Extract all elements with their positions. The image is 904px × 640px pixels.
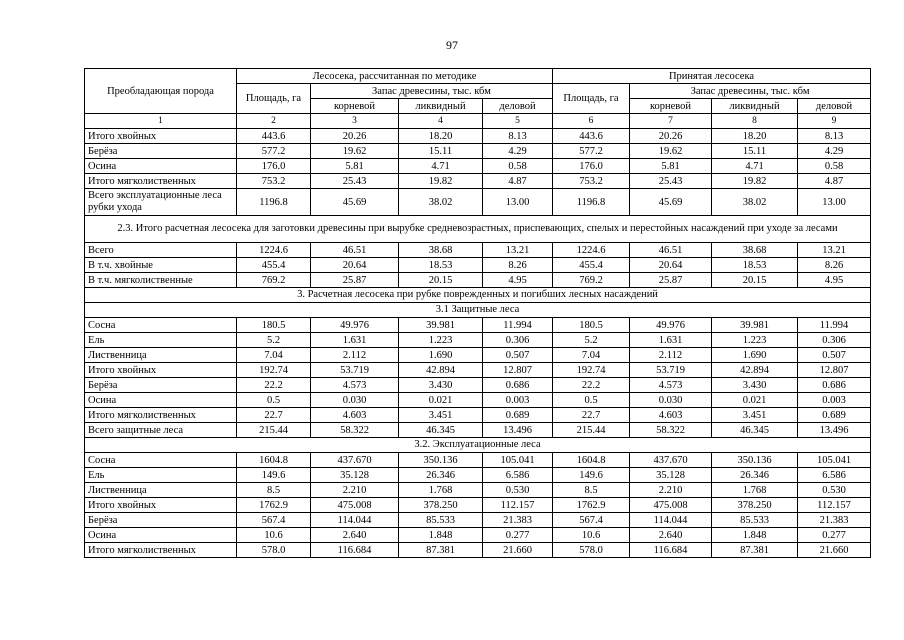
section-2-3 xyxy=(85,216,871,243)
value-cell: 13.496 xyxy=(798,423,871,438)
row-label: Всего эксплуатационные леса рубки ухода xyxy=(85,189,237,216)
table-row xyxy=(85,513,871,528)
value-cell: 19.62 xyxy=(630,144,712,159)
value-cell: 577.2 xyxy=(553,144,630,159)
row-label: Сосна xyxy=(85,453,237,468)
value-cell: 26.346 xyxy=(712,468,798,483)
row-label: Лиственница xyxy=(85,483,237,498)
value-cell: 45.69 xyxy=(630,189,712,216)
value-cell: 2.112 xyxy=(630,348,712,363)
value-cell: 6.586 xyxy=(483,468,553,483)
value-cell: 0.530 xyxy=(483,483,553,498)
value-cell: 350.136 xyxy=(399,453,483,468)
value-cell: 2.640 xyxy=(630,528,712,543)
value-cell: 0.689 xyxy=(798,408,871,423)
species-header: Преобладающая порода xyxy=(85,69,237,114)
value-cell: 8.13 xyxy=(483,129,553,144)
value-cell: 22.2 xyxy=(553,378,630,393)
value-cell: 85.533 xyxy=(399,513,483,528)
value-cell: 443.6 xyxy=(237,129,311,144)
table-row xyxy=(85,498,871,513)
table-row xyxy=(85,129,871,144)
section-3-1 xyxy=(85,303,871,318)
value-cell: 1.848 xyxy=(399,528,483,543)
value-cell: 7.04 xyxy=(553,348,630,363)
column-number: 8 xyxy=(712,114,798,129)
area-header: Площадь, га xyxy=(237,84,311,114)
value-cell: 0.021 xyxy=(399,393,483,408)
value-cell: 578.0 xyxy=(553,543,630,558)
value-cell: 112.157 xyxy=(798,498,871,513)
table-row xyxy=(85,273,871,288)
value-cell: 753.2 xyxy=(553,174,630,189)
value-cell: 3.451 xyxy=(399,408,483,423)
value-cell: 1762.9 xyxy=(553,498,630,513)
value-cell: 7.04 xyxy=(237,348,311,363)
column-number: 3 xyxy=(311,114,399,129)
value-cell: 22.2 xyxy=(237,378,311,393)
value-cell: 13.496 xyxy=(483,423,553,438)
value-cell: 87.381 xyxy=(399,543,483,558)
value-cell: 4.71 xyxy=(712,159,798,174)
group-method-header: Лесосека, рассчитанная по методике xyxy=(237,69,553,84)
table-row xyxy=(85,174,871,189)
column-number-row xyxy=(85,114,871,129)
area-accepted-header: Площадь, га xyxy=(553,84,630,114)
value-cell: 39.981 xyxy=(399,318,483,333)
section-title: 3. Расчетная лесосека при рубке поврежденных и погибших лесных насаждений xyxy=(85,288,871,303)
value-cell: 39.981 xyxy=(712,318,798,333)
section-title: 3.1 Защитные леса xyxy=(85,303,871,318)
row-label: Осина xyxy=(85,159,237,174)
value-cell: 46.51 xyxy=(311,243,399,258)
row-label: Осина xyxy=(85,393,237,408)
value-cell: 105.041 xyxy=(483,453,553,468)
value-cell: 19.82 xyxy=(712,174,798,189)
table-row xyxy=(85,423,871,438)
value-cell: 8.5 xyxy=(553,483,630,498)
value-cell: 577.2 xyxy=(237,144,311,159)
table-row xyxy=(85,408,871,423)
value-cell: 20.64 xyxy=(311,258,399,273)
value-cell: 0.030 xyxy=(311,393,399,408)
value-cell: 215.44 xyxy=(237,423,311,438)
row-label: В т.ч. хвойные xyxy=(85,258,237,273)
value-cell: 1224.6 xyxy=(237,243,311,258)
section-title: 3.2. Эксплуатационные леса xyxy=(85,438,871,453)
value-cell: 0.530 xyxy=(798,483,871,498)
value-cell: 116.684 xyxy=(311,543,399,558)
value-cell: 22.7 xyxy=(237,408,311,423)
value-cell: 5.2 xyxy=(553,333,630,348)
value-cell: 35.128 xyxy=(311,468,399,483)
value-cell: 5.81 xyxy=(630,159,712,174)
row-label: Лиственница xyxy=(85,348,237,363)
value-cell: 21.660 xyxy=(798,543,871,558)
row-label: Итого хвойных xyxy=(85,129,237,144)
column-number: 4 xyxy=(399,114,483,129)
value-cell: 475.008 xyxy=(311,498,399,513)
section-title: 2.3. Итого расчетная лесосека для заготовки древесины при вырубке средневозрастных, приспевающих, спелых и перестойных насаждений при уходе за лесами xyxy=(85,216,871,243)
forest-harvest-table xyxy=(84,68,871,558)
column-number: 5 xyxy=(483,114,553,129)
value-cell: 35.128 xyxy=(630,468,712,483)
value-cell: 15.11 xyxy=(399,144,483,159)
value-cell: 4.95 xyxy=(483,273,553,288)
value-cell: 112.157 xyxy=(483,498,553,513)
value-cell: 49.976 xyxy=(311,318,399,333)
value-cell: 1.223 xyxy=(399,333,483,348)
stock-header: Запас древесины, тыс. кбм xyxy=(311,84,553,99)
value-cell: 1762.9 xyxy=(237,498,311,513)
value-cell: 6.586 xyxy=(798,468,871,483)
row-label: Берёза xyxy=(85,378,237,393)
table-row xyxy=(85,543,871,558)
value-cell: 455.4 xyxy=(237,258,311,273)
value-cell: 0.003 xyxy=(798,393,871,408)
value-cell: 149.6 xyxy=(553,468,630,483)
value-cell: 25.43 xyxy=(311,174,399,189)
value-cell: 18.20 xyxy=(712,129,798,144)
value-cell: 1604.8 xyxy=(237,453,311,468)
row-label: Сосна xyxy=(85,318,237,333)
table-row xyxy=(85,468,871,483)
sub-business-header: деловой xyxy=(483,99,553,114)
value-cell: 49.976 xyxy=(630,318,712,333)
value-cell: 3.451 xyxy=(712,408,798,423)
value-cell: 0.689 xyxy=(483,408,553,423)
row-label: Осина xyxy=(85,528,237,543)
value-cell: 87.381 xyxy=(712,543,798,558)
value-cell: 10.6 xyxy=(553,528,630,543)
value-cell: 46.345 xyxy=(399,423,483,438)
column-number: 2 xyxy=(237,114,311,129)
value-cell: 8.13 xyxy=(798,129,871,144)
row-label: Ель xyxy=(85,468,237,483)
value-cell: 578.0 xyxy=(237,543,311,558)
value-cell: 149.6 xyxy=(237,468,311,483)
value-cell: 0.507 xyxy=(483,348,553,363)
value-cell: 769.2 xyxy=(553,273,630,288)
value-cell: 4.603 xyxy=(311,408,399,423)
value-cell: 1.848 xyxy=(712,528,798,543)
value-cell: 0.021 xyxy=(712,393,798,408)
value-cell: 1196.8 xyxy=(553,189,630,216)
row-label: Итого мягколиственных xyxy=(85,408,237,423)
table-row xyxy=(85,318,871,333)
value-cell: 19.62 xyxy=(311,144,399,159)
value-cell: 20.26 xyxy=(311,129,399,144)
table-row xyxy=(85,243,871,258)
value-cell: 46.345 xyxy=(712,423,798,438)
value-cell: 85.533 xyxy=(712,513,798,528)
value-cell: 46.51 xyxy=(630,243,712,258)
value-cell: 105.041 xyxy=(798,453,871,468)
value-cell: 10.6 xyxy=(237,528,311,543)
value-cell: 13.21 xyxy=(483,243,553,258)
value-cell: 0.507 xyxy=(798,348,871,363)
value-cell: 53.719 xyxy=(311,363,399,378)
value-cell: 1.768 xyxy=(399,483,483,498)
row-label: Берёза xyxy=(85,144,237,159)
table-row xyxy=(85,453,871,468)
value-cell: 1.631 xyxy=(630,333,712,348)
value-cell: 58.322 xyxy=(311,423,399,438)
sub-root-header: корневой xyxy=(630,99,712,114)
value-cell: 475.008 xyxy=(630,498,712,513)
table-row xyxy=(85,363,871,378)
value-cell: 1.768 xyxy=(712,483,798,498)
value-cell: 25.87 xyxy=(630,273,712,288)
value-cell: 20.26 xyxy=(630,129,712,144)
table-row xyxy=(85,159,871,174)
value-cell: 0.686 xyxy=(483,378,553,393)
section-3 xyxy=(85,288,871,303)
value-cell: 5.81 xyxy=(311,159,399,174)
value-cell: 12.807 xyxy=(483,363,553,378)
value-cell: 18.53 xyxy=(712,258,798,273)
row-label: Итого хвойных xyxy=(85,363,237,378)
value-cell: 45.69 xyxy=(311,189,399,216)
value-cell: 1.690 xyxy=(399,348,483,363)
value-cell: 567.4 xyxy=(237,513,311,528)
value-cell: 1196.8 xyxy=(237,189,311,216)
value-cell: 0.58 xyxy=(483,159,553,174)
row-label: Берёза xyxy=(85,513,237,528)
row-label: Ель xyxy=(85,333,237,348)
value-cell: 0.5 xyxy=(553,393,630,408)
value-cell: 1.690 xyxy=(712,348,798,363)
sub-business-header: деловой xyxy=(798,99,871,114)
value-cell: 1604.8 xyxy=(553,453,630,468)
value-cell: 180.5 xyxy=(553,318,630,333)
row-label: Всего xyxy=(85,243,237,258)
value-cell: 0.58 xyxy=(798,159,871,174)
value-cell: 8.26 xyxy=(483,258,553,273)
value-cell: 180.5 xyxy=(237,318,311,333)
column-number: 6 xyxy=(553,114,630,129)
value-cell: 3.430 xyxy=(399,378,483,393)
value-cell: 4.87 xyxy=(483,174,553,189)
value-cell: 350.136 xyxy=(712,453,798,468)
value-cell: 38.02 xyxy=(712,189,798,216)
group-accepted-header: Принятая лесосека xyxy=(553,69,871,84)
value-cell: 4.573 xyxy=(630,378,712,393)
value-cell: 15.11 xyxy=(712,144,798,159)
value-cell: 13.00 xyxy=(483,189,553,216)
value-cell: 2.640 xyxy=(311,528,399,543)
row-label: В т.ч. мягколиственные xyxy=(85,273,237,288)
value-cell: 4.71 xyxy=(399,159,483,174)
value-cell: 22.7 xyxy=(553,408,630,423)
table-row xyxy=(85,348,871,363)
value-cell: 42.894 xyxy=(712,363,798,378)
value-cell: 11.994 xyxy=(798,318,871,333)
value-cell: 1.631 xyxy=(311,333,399,348)
value-cell: 378.250 xyxy=(399,498,483,513)
value-cell: 4.29 xyxy=(483,144,553,159)
value-cell: 20.64 xyxy=(630,258,712,273)
table-row xyxy=(85,393,871,408)
value-cell: 2.210 xyxy=(311,483,399,498)
value-cell: 3.430 xyxy=(712,378,798,393)
value-cell: 21.383 xyxy=(483,513,553,528)
stock-accepted-header: Запас древесины, тыс. кбм xyxy=(630,84,871,99)
value-cell: 567.4 xyxy=(553,513,630,528)
value-cell: 38.68 xyxy=(712,243,798,258)
table-row xyxy=(85,528,871,543)
value-cell: 38.68 xyxy=(399,243,483,258)
value-cell: 19.82 xyxy=(399,174,483,189)
value-cell: 8.26 xyxy=(798,258,871,273)
value-cell: 192.74 xyxy=(237,363,311,378)
value-cell: 0.686 xyxy=(798,378,871,393)
table-row xyxy=(85,378,871,393)
value-cell: 0.306 xyxy=(483,333,553,348)
column-number: 1 xyxy=(85,114,237,129)
table-row xyxy=(85,483,871,498)
value-cell: 25.43 xyxy=(630,174,712,189)
value-cell: 437.670 xyxy=(311,453,399,468)
value-cell: 2.112 xyxy=(311,348,399,363)
value-cell: 42.894 xyxy=(399,363,483,378)
value-cell: 13.21 xyxy=(798,243,871,258)
value-cell: 4.95 xyxy=(798,273,871,288)
header-row-1 xyxy=(85,69,871,84)
value-cell: 0.306 xyxy=(798,333,871,348)
value-cell: 8.5 xyxy=(237,483,311,498)
value-cell: 443.6 xyxy=(553,129,630,144)
value-cell: 4.87 xyxy=(798,174,871,189)
value-cell: 12.807 xyxy=(798,363,871,378)
page-number: 97 xyxy=(446,38,458,52)
sub-root-header: корневой xyxy=(311,99,399,114)
value-cell: 4.29 xyxy=(798,144,871,159)
table-row xyxy=(85,333,871,348)
row-label: Итого мягколиственных xyxy=(85,543,237,558)
value-cell: 455.4 xyxy=(553,258,630,273)
value-cell: 0.003 xyxy=(483,393,553,408)
value-cell: 18.20 xyxy=(399,129,483,144)
value-cell: 192.74 xyxy=(553,363,630,378)
sub-liquid-header: ликвидный xyxy=(399,99,483,114)
value-cell: 38.02 xyxy=(399,189,483,216)
value-cell: 53.719 xyxy=(630,363,712,378)
value-cell: 378.250 xyxy=(712,498,798,513)
value-cell: 21.660 xyxy=(483,543,553,558)
value-cell: 0.5 xyxy=(237,393,311,408)
table-row xyxy=(85,258,871,273)
value-cell: 4.603 xyxy=(630,408,712,423)
value-cell: 116.684 xyxy=(630,543,712,558)
value-cell: 769.2 xyxy=(237,273,311,288)
row-label: Итого хвойных xyxy=(85,498,237,513)
value-cell: 21.383 xyxy=(798,513,871,528)
table-row xyxy=(85,144,871,159)
value-cell: 1224.6 xyxy=(553,243,630,258)
value-cell: 114.044 xyxy=(630,513,712,528)
sub-liquid-header: ликвидный xyxy=(712,99,798,114)
value-cell: 2.210 xyxy=(630,483,712,498)
value-cell: 0.030 xyxy=(630,393,712,408)
table-row xyxy=(85,189,871,216)
value-cell: 11.994 xyxy=(483,318,553,333)
value-cell: 20.15 xyxy=(712,273,798,288)
value-cell: 0.277 xyxy=(798,528,871,543)
value-cell: 753.2 xyxy=(237,174,311,189)
value-cell: 176.0 xyxy=(237,159,311,174)
section-3-2 xyxy=(85,438,871,453)
value-cell: 176.0 xyxy=(553,159,630,174)
value-cell: 0.277 xyxy=(483,528,553,543)
value-cell: 13.00 xyxy=(798,189,871,216)
value-cell: 437.670 xyxy=(630,453,712,468)
column-number: 7 xyxy=(630,114,712,129)
value-cell: 5.2 xyxy=(237,333,311,348)
value-cell: 1.223 xyxy=(712,333,798,348)
value-cell: 20.15 xyxy=(399,273,483,288)
row-label: Всего защитные леса xyxy=(85,423,237,438)
value-cell: 215.44 xyxy=(553,423,630,438)
value-cell: 25.87 xyxy=(311,273,399,288)
value-cell: 4.573 xyxy=(311,378,399,393)
value-cell: 58.322 xyxy=(630,423,712,438)
column-number: 9 xyxy=(798,114,871,129)
value-cell: 26.346 xyxy=(399,468,483,483)
value-cell: 114.044 xyxy=(311,513,399,528)
row-label: Итого мягколиственных xyxy=(85,174,237,189)
value-cell: 18.53 xyxy=(399,258,483,273)
